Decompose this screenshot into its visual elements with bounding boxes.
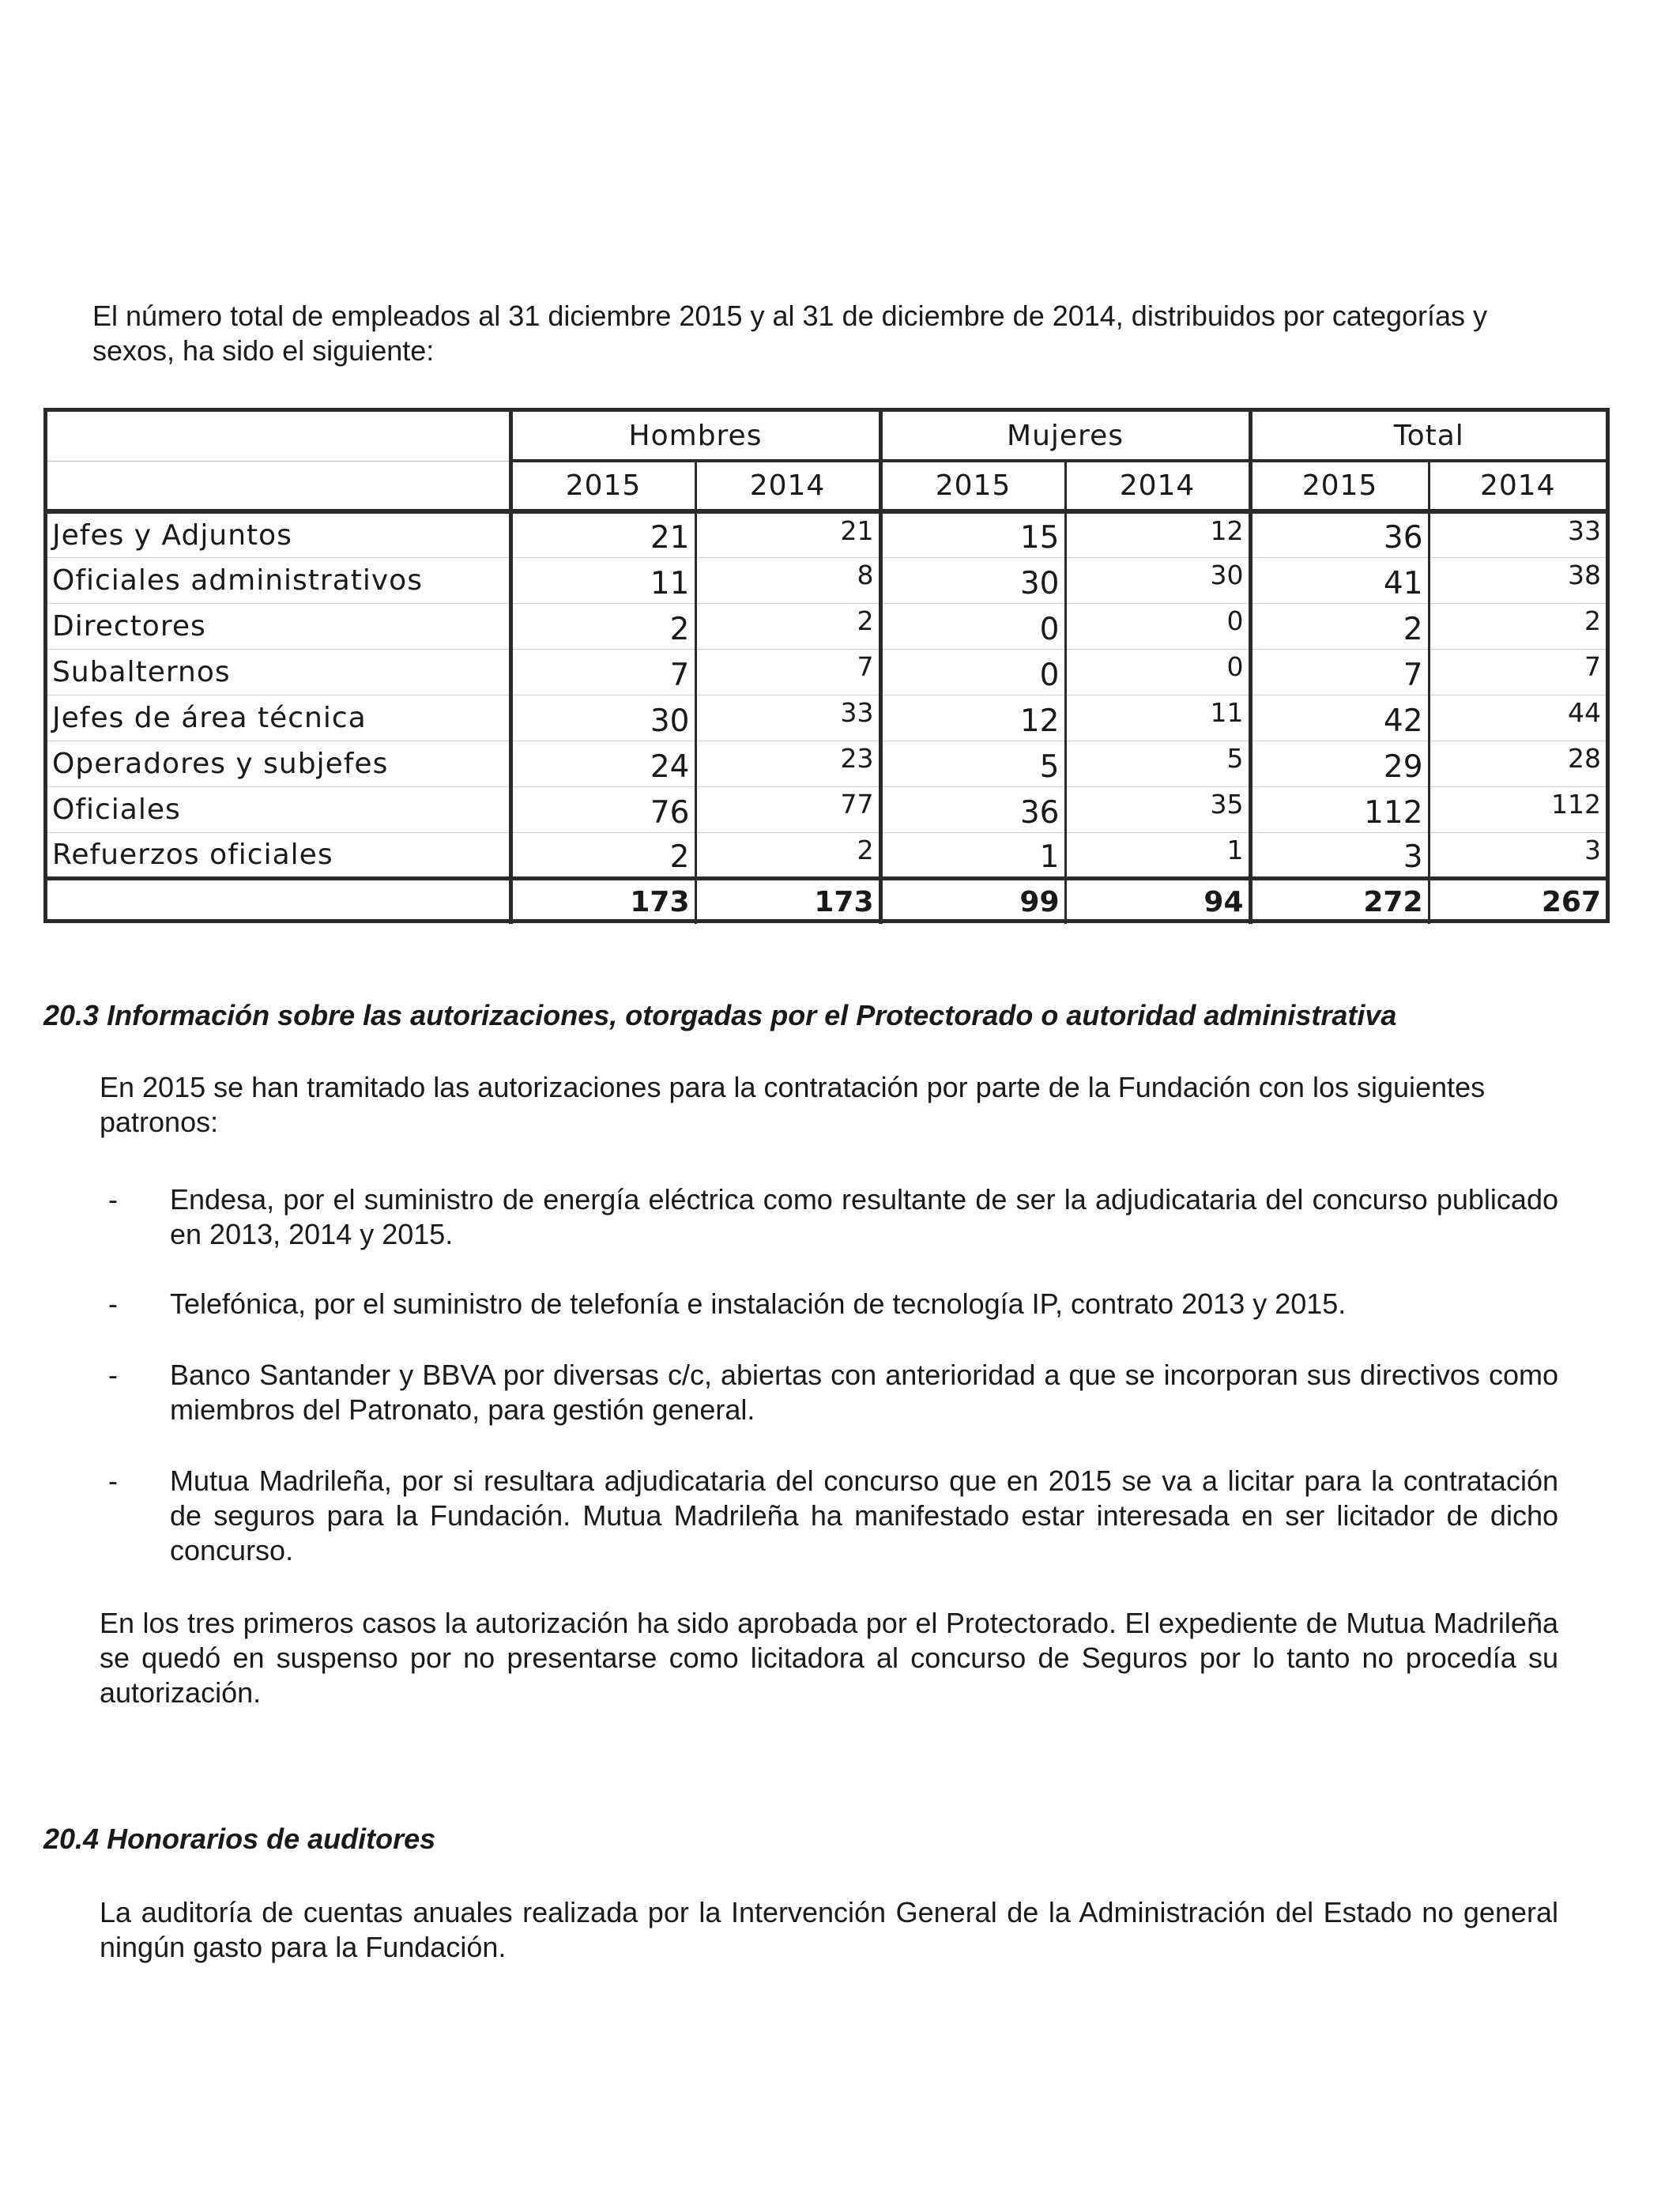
category-label: Subalternos <box>47 649 510 695</box>
cell-hombres-2015: 24 <box>510 741 695 786</box>
cell-mujeres-2014: 35 <box>1065 786 1250 832</box>
employees-table <box>43 408 1610 923</box>
cell-mujeres-2015: 0 <box>880 603 1065 649</box>
cell-hombres-2015: 2 <box>510 832 695 878</box>
cell-hombres-2014: 23 <box>695 741 880 786</box>
cell-total-2014: 3 <box>1429 832 1606 878</box>
cell-mujeres-2015: 15 <box>880 511 1065 557</box>
cell-mujeres-2014: 5 <box>1065 741 1250 786</box>
cell-mujeres-2015: 1 <box>880 832 1065 878</box>
cell-total-2015: 7 <box>1250 649 1429 695</box>
bullet-item-telefonica <box>100 1287 1558 1321</box>
section-heading-20-3: 20.3 Información sobre las autorizaciones, otorgadas por el Protectorado o autoridad administrativa <box>43 999 1397 1031</box>
bullet-dash: - <box>108 1287 118 1320</box>
cell-hombres-2014: 77 <box>695 786 880 832</box>
header-blank-cell <box>47 412 510 461</box>
bullet-item-bancos <box>100 1358 1558 1427</box>
year-header-total-2015: 2015 <box>1250 461 1429 511</box>
section-heading-20-4: 20.4 Honorarios de auditores <box>43 1823 436 1855</box>
cell-mujeres-2015: 0 <box>880 649 1065 695</box>
year-header-mujeres-2014: 2014 <box>1065 461 1250 511</box>
cell-mujeres-2015: 36 <box>880 786 1065 832</box>
cell-total-2015: 36 <box>1250 511 1429 557</box>
cell-hombres-2014: 33 <box>695 695 880 741</box>
cell-total-2014: 38 <box>1429 557 1606 603</box>
total-mujeres-2015: 99 <box>880 878 1065 924</box>
totals-row <box>47 878 1606 924</box>
bullet-dash: - <box>108 1465 118 1497</box>
table-row <box>47 832 1606 878</box>
cell-hombres-2014: 2 <box>695 603 880 649</box>
bullet-dash: - <box>108 1359 118 1391</box>
group-header-total: Total <box>1250 412 1606 461</box>
cell-total-2014: 7 <box>1429 649 1606 695</box>
cell-mujeres-2014: 1 <box>1065 832 1250 878</box>
cell-mujeres-2015: 30 <box>880 557 1065 603</box>
table-row <box>47 786 1606 832</box>
year-header-blank-cell <box>47 461 510 511</box>
table-row <box>47 695 1606 741</box>
cell-hombres-2014: 7 <box>695 649 880 695</box>
table-row <box>47 511 1606 557</box>
cell-total-2014: 33 <box>1429 511 1606 557</box>
table-row <box>47 603 1606 649</box>
cell-mujeres-2015: 5 <box>880 741 1065 786</box>
employees-table-body <box>47 511 1606 878</box>
cell-total-2015: 2 <box>1250 603 1429 649</box>
year-header-mujeres-2015: 2015 <box>880 461 1065 511</box>
category-label: Jefes y Adjuntos <box>47 511 510 557</box>
total-total-2015: 272 <box>1250 878 1429 924</box>
total-total-2014: 267 <box>1429 878 1606 924</box>
cell-total-2014: 2 <box>1429 603 1606 649</box>
total-hombres-2014: 173 <box>695 878 880 924</box>
category-label: Oficiales administrativos <box>47 557 510 603</box>
cell-hombres-2014: 8 <box>695 557 880 603</box>
bullet-item-mutua <box>100 1464 1558 1568</box>
bullet-text: Mutua Madrileña, por si resultara adjudicataria del concurso que en 2015 se va a licitar para la contratación de seguros para la Fundación. Mutua Madrileña ha manifestado estar interesada en ser licitador de dicho concurso. <box>170 1465 1558 1566</box>
cell-total-2015: 3 <box>1250 832 1429 878</box>
cell-total-2014: 44 <box>1429 695 1606 741</box>
category-label: Oficiales <box>47 786 510 832</box>
year-header-row <box>47 461 1606 511</box>
cell-mujeres-2014: 0 <box>1065 603 1250 649</box>
total-hombres-2015: 173 <box>510 878 695 924</box>
table-row <box>47 649 1606 695</box>
cell-hombres-2015: 7 <box>510 649 695 695</box>
cell-mujeres-2014: 0 <box>1065 649 1250 695</box>
cell-hombres-2014: 21 <box>695 511 880 557</box>
table-row <box>47 557 1606 603</box>
year-header-hombres-2014: 2014 <box>695 461 880 511</box>
section-20-4-text: La auditoría de cuentas anuales realizada por la Intervención General de la Administración del Estado no general ningún gasto para la Fundación. <box>100 1896 1558 1963</box>
cell-hombres-2015: 2 <box>510 603 695 649</box>
cell-total-2015: 41 <box>1250 557 1429 603</box>
bullet-text: Telefónica, por el suministro de telefonía e instalación de tecnología IP, contrato 2013 y 2015. <box>170 1287 1347 1320</box>
section-20-3-conclusion: En los tres primeros casos la autorización ha sido aprobada por el Protectorado. El expediente de Mutua Madrileña se quedó en suspenso por no presentarse como licitadora al concurso de Seguros por lo tanto no procedía su autorización. <box>100 1607 1558 1709</box>
intro-paragraph: El número total de empleados al 31 diciembre 2015 y al 31 de diciembre de 2014, distribuidos por categorías y sexos, ha sido el siguiente: <box>92 300 1488 367</box>
year-header-hombres-2015: 2015 <box>510 461 695 511</box>
cell-hombres-2015: 21 <box>510 511 695 557</box>
bullet-dash: - <box>108 1183 118 1216</box>
cell-total-2015: 29 <box>1250 741 1429 786</box>
year-header-total-2014: 2014 <box>1429 461 1606 511</box>
totals-label-cell <box>47 878 510 924</box>
cell-mujeres-2015: 12 <box>880 695 1065 741</box>
bullet-text: Endesa, por el suministro de energía eléctrica como resultante de ser la adjudicataria del concurso publicado en 2013, 2014 y 2015. <box>170 1183 1558 1250</box>
cell-total-2015: 42 <box>1250 695 1429 741</box>
cell-hombres-2014: 2 <box>695 832 880 878</box>
cell-total-2014: 28 <box>1429 741 1606 786</box>
cell-hombres-2015: 11 <box>510 557 695 603</box>
bullet-text: Banco Santander y BBVA por diversas c/c, abiertas con anterioridad a que se incorporan sus directivos como miembros del Patronato, para gestión general. <box>170 1359 1558 1426</box>
cell-mujeres-2014: 30 <box>1065 557 1250 603</box>
category-label: Jefes de área técnica <box>47 695 510 741</box>
cell-hombres-2015: 76 <box>510 786 695 832</box>
group-header-hombres: Hombres <box>510 412 880 461</box>
group-header-mujeres: Mujeres <box>880 412 1250 461</box>
cell-mujeres-2014: 12 <box>1065 511 1250 557</box>
category-label: Operadores y subjefes <box>47 741 510 786</box>
table-row <box>47 741 1606 786</box>
section-20-3-intro: En 2015 se han tramitado las autorizaciones para la contratación por parte de la Fundación con los siguientes patronos: <box>100 1071 1486 1138</box>
cell-hombres-2015: 30 <box>510 695 695 741</box>
cell-total-2015: 112 <box>1250 786 1429 832</box>
employees-table-grid <box>47 412 1606 924</box>
group-header-row <box>47 412 1606 461</box>
total-mujeres-2014: 94 <box>1065 878 1250 924</box>
cell-total-2014: 112 <box>1429 786 1606 832</box>
category-label: Directores <box>47 603 510 649</box>
category-label: Refuerzos oficiales <box>47 832 510 878</box>
bullet-item-endesa <box>100 1182 1558 1252</box>
cell-mujeres-2014: 11 <box>1065 695 1250 741</box>
